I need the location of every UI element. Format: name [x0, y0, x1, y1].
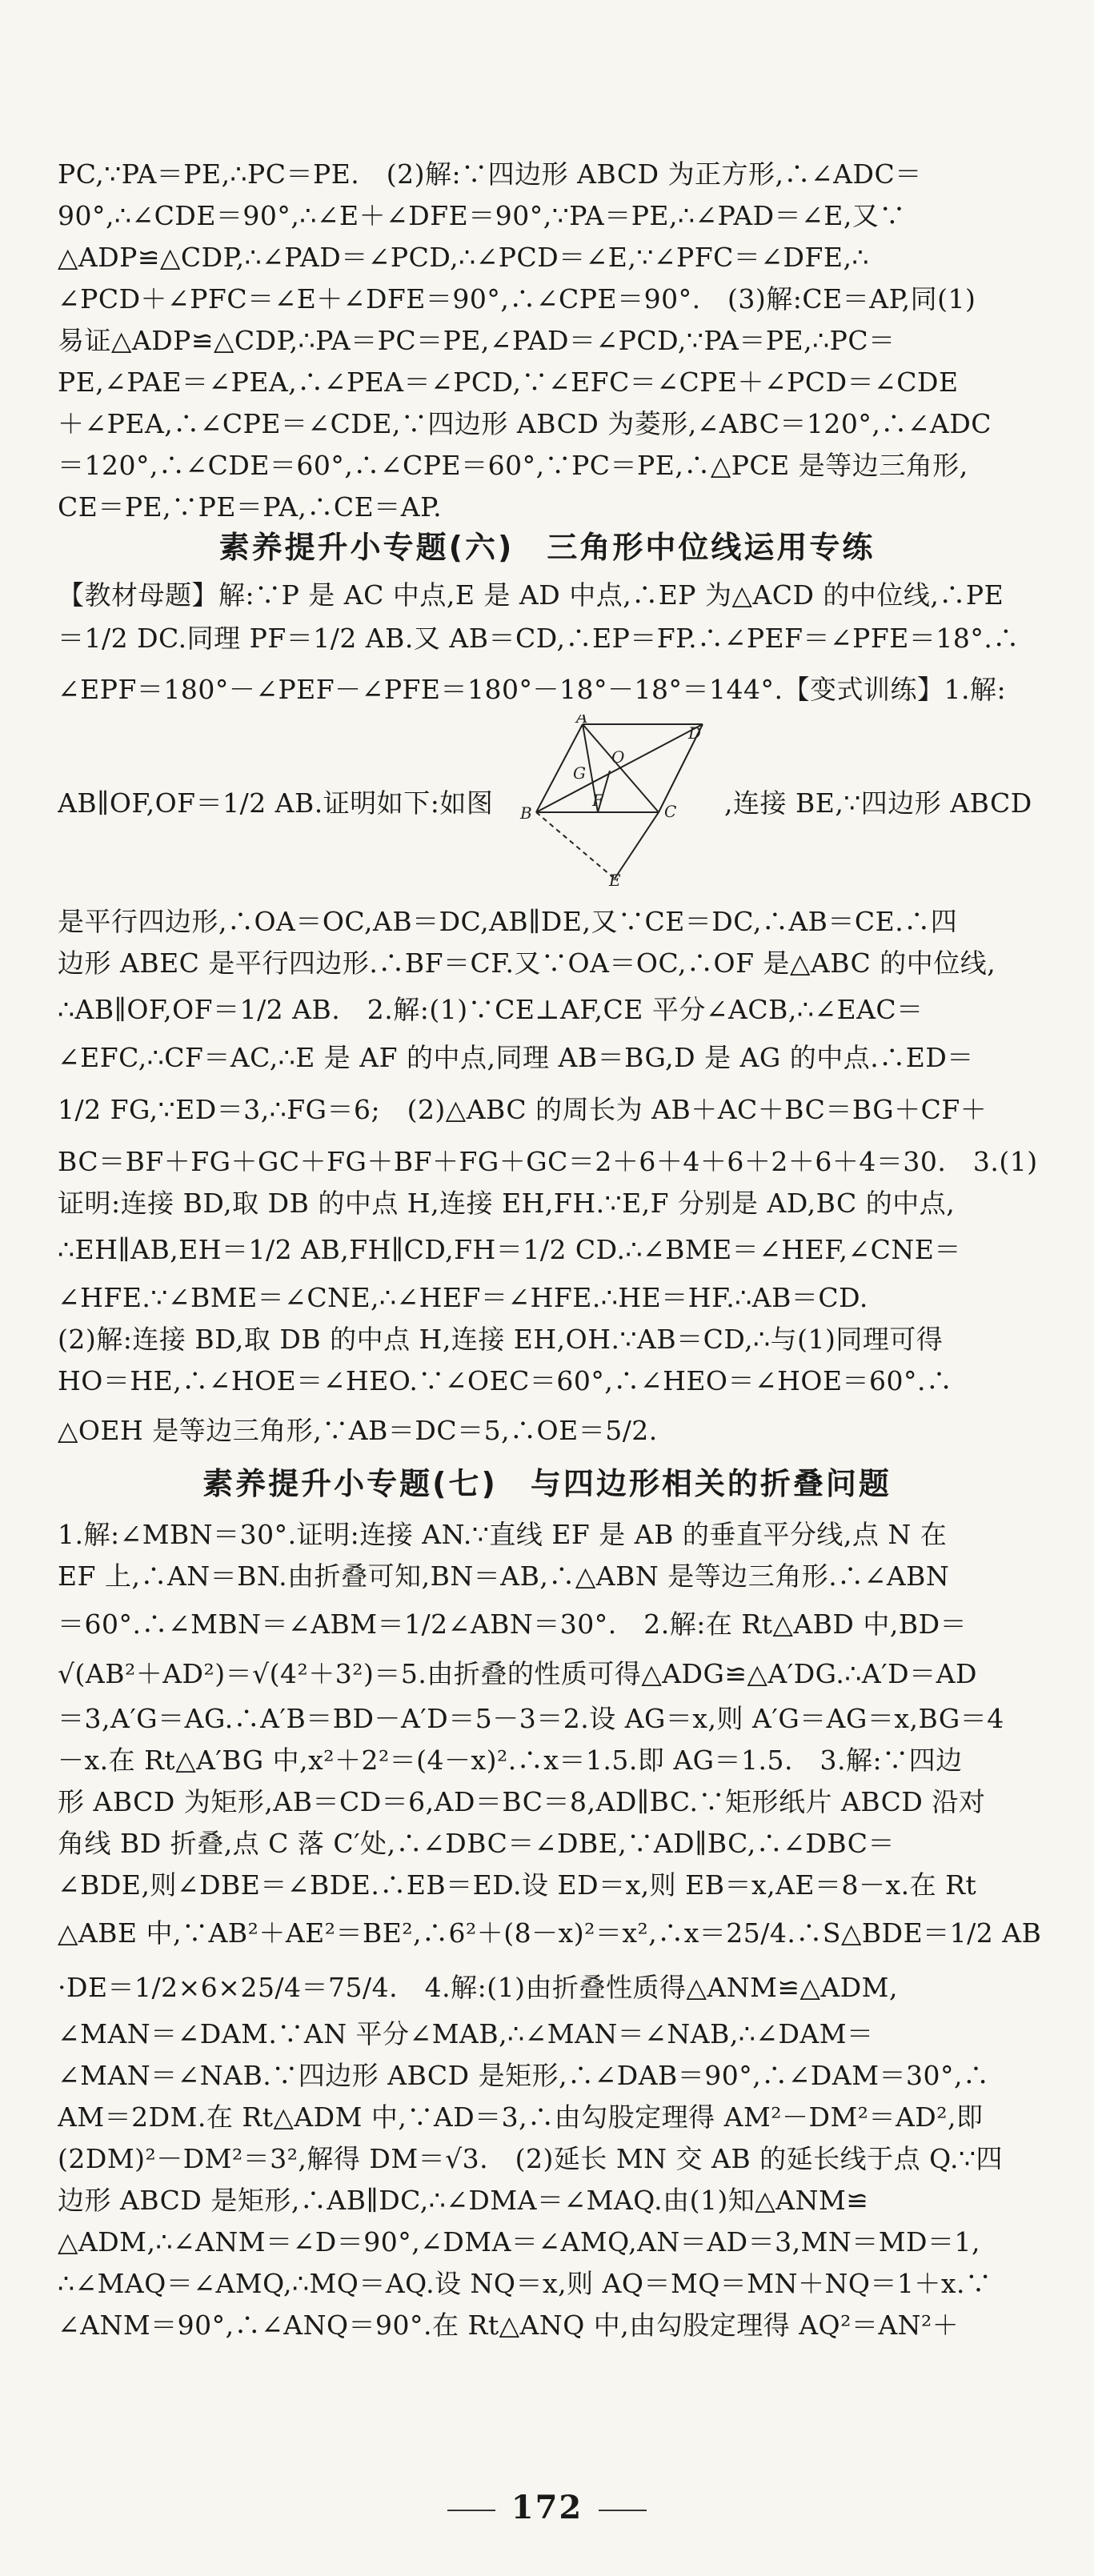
page-number-text: 172	[511, 2489, 583, 2526]
point-label: O	[611, 747, 625, 767]
text-line: 1.解:∠MBN＝30°.证明:连接 AN.∵直线 EF 是 AB 的垂直平分线,点 N 在	[58, 1519, 948, 1550]
text-line: 形 ABCD 为矩形,AB＝CD＝6,AD＝BC＝8,AD∥BC.∵矩形纸片 ABCD 沿对	[58, 1786, 986, 1817]
text-line: CE＝PE,∵PE＝PA,∴CE＝AP.	[58, 491, 443, 523]
point-label: A	[576, 715, 588, 727]
text-line: －x.在 Rt△A′BG 中,x²＋2²＝(4－x)².∴x＝1.5.即 AG＝1.5. 3.解:∵四边	[58, 1745, 963, 1776]
text-line: 【教材母题】解:∵P 是 AC 中点,E 是 AD 中点,∴EP 为△ACD 的中位线,∴PE	[58, 579, 1004, 611]
point-label: C	[664, 802, 677, 821]
text-line: 边形 ABCD 是矩形,∴AB∥DC,∴∠DMA＝∠MAQ.由(1)知△ANM≌	[58, 2185, 869, 2216]
text-line: ∠PCD＋∠PFC＝∠E＋∠DFE＝90°,∴∠CPE＝90°. (3)解:CE＝AP,同(1)	[58, 283, 976, 314]
text-line: ∴EH∥AB,EH＝1/2 AB,FH∥CD,FH＝1/2 CD.∴∠BME＝∠HEF,∠CNE＝	[58, 1234, 961, 1265]
point-label: B	[520, 803, 532, 823]
text-line: PE,∠PAE＝∠PEA,∴∠PEA＝∠PCD,∵∠EFC＝∠CPE＋∠PCD＝∠CDE	[58, 367, 959, 398]
text-line: ∠HFE.∵∠BME＝∠CNE,∴∠HEF＝∠HFE.∴HE＝HF.∴AB＝CD.	[58, 1282, 868, 1313]
text-line: EF 上,∴AN＝BN.由折叠可知,BN＝AB,∴△ABN 是等边三角形.∴∠ABN	[58, 1560, 950, 1592]
text-line: HO＝HE,∴∠HOE＝∠HEO.∵∠OEC＝60°,∴∠HEO＝∠HOE＝60°.∴	[58, 1365, 953, 1396]
text-line: △ADP≌△CDP,∴∠PAD＝∠PCD,∴∠PCD＝∠E,∵∠PFC＝∠DFE,∴	[58, 242, 869, 273]
text-line: (2DM)²－DM²＝3²,解得 DM＝√3. (2)延长 MN 交 AB 的延长线于点 Q.∵四	[58, 2143, 1003, 2174]
text-line: ·DE＝1/2×6×25/4＝75/4. 4.解:(1)由折叠性质得△ANM≌△ADM,	[58, 1972, 898, 2003]
text-line: 证明:连接 BD,取 DB 的中点 H,连接 EH,FH.∵E,F 分别是 AD,BC 的中点,	[58, 1188, 956, 1219]
point-label: D	[688, 723, 702, 743]
text-line: 角线 BD 折叠,点 C 落 C′处,∴∠DBC＝∠DBE,∵AD∥BC,∴∠DBC＝	[58, 1828, 895, 1859]
text-line: ∠MAN＝∠DAM.∵AN 平分∠MAB,∴∠MAN＝∠NAB,∴∠DAM＝	[58, 2018, 874, 2049]
text-line: △ADM,∴∠ANM＝∠D＝90°,∠DMA＝∠AMQ,AN＝AD＝3,MN＝MD＝1,	[58, 2226, 980, 2258]
text-line: ∠BDE,则∠DBE＝∠BDE.∴EB＝ED.设 ED＝x,则 EB＝x,AE＝8－x.在 Rt	[58, 1869, 977, 1901]
text-line: PC,∵PA＝PE,∴PC＝PE. (2)解:∵四边形 ABCD 为正方形,∴∠ADC＝	[58, 158, 922, 190]
text-line: AM＝2DM.在 Rt△ADM 中,∵AD＝3,∴由勾股定理得 AM²－DM²＝AD²,即	[58, 2101, 984, 2133]
parallelogram-figure	[519, 715, 707, 889]
point-label: G	[573, 763, 586, 783]
text-line: BC＝BF＋FG＋GC＋FG＋BF＋FG＋GC＝2＋6＋4＋6＋2＋6＋4＝30. 3.(1)	[58, 1146, 1038, 1177]
text-line: ∠MAN＝∠NAB.∵四边形 ABCD 是矩形,∴∠DAB＝90°,∴∠DAM＝30°,∴	[58, 2060, 990, 2091]
text-line: △ABE 中,∵AB²＋AE²＝BE²,∴6²＋(8－x)²＝x²,∴x＝25/4.∴S△BDE＝1/2 AB	[58, 1917, 1042, 1949]
text-line: 1/2 FG,∵ED＝3,∴FG＝6; (2)△ABC 的周长为 AB＋AC＋BC＝BG＋CF＋	[58, 1094, 988, 1125]
text-line: 是平行四边形,∴OA＝OC,AB＝DC,AB∥DE,又∵CE＝DC,∴AB＝CE.∴四	[58, 906, 958, 937]
text-line: ＝120°,∴∠CDE＝60°,∴∠CPE＝60°,∵PC＝PE,∴△PCE 是等边三角形,	[58, 450, 968, 481]
text-line: ∠ANM＝90°,∴∠ANQ＝90°.在 Rt△ANQ 中,由勾股定理得 AQ²＝AN²＋	[58, 2310, 960, 2341]
text-line: ∠EPF＝180°－∠PEF－∠PFE＝180°－18°－18°＝144°.【变式训练】1.解:	[58, 674, 1007, 705]
point-label: F	[592, 791, 603, 810]
section-title: 素养提升小专题(七) 与四边形相关的折叠问题	[202, 1466, 892, 1501]
text-line: ∴∠MAQ＝∠AMQ,∴MQ＝AQ.设 NQ＝x,则 AQ＝MQ＝MN＋NQ＝1＋x.∵	[58, 2268, 992, 2299]
text-line: 易证△ADP≌△CDP,∴PA＝PC＝PE,∠PAD＝∠PCD,∵PA＝PE,∴PC＝	[58, 325, 896, 356]
page-number	[0, 2489, 1094, 2526]
point-label: E	[609, 871, 621, 889]
text-line: ＝60°.∴∠MBN＝∠ABM＝1/2∠ABN＝30°. 2.解:在 Rt△ABD 中,BD＝	[58, 1608, 968, 1640]
text-line: ∴AB∥OF,OF＝1/2 AB. 2.解:(1)∵CE⊥AF,CE 平分∠ACB,∴∠EAC＝	[58, 994, 924, 1025]
text-line: 边形 ABEC 是平行四边形.∴BF＝CF.又∵OA＝OC,∴OF 是△ABC 的中位线,	[58, 947, 996, 979]
text-line: (2)解:连接 BD,取 DB 的中点 H,连接 EH,OH.∵AB＝CD,∴与(1)同理可得	[58, 1324, 944, 1355]
text-line: ,连接 BE,∵四边形 ABCD	[724, 787, 1032, 819]
text-line: ＋∠PEA,∴∠CPE＝∠CDE,∵四边形 ABCD 为菱形,∠ABC＝120°,∴∠ADC	[58, 408, 992, 439]
text-line: △OEH 是等边三角形,∵AB＝DC＝5,∴OE＝5/2.	[58, 1415, 658, 1446]
text-line: ＝3,A′G＝AG.∴A′B＝BD－A′D＝5－3＝2.设 AG＝x,则 A′G＝AG＝x,BG＝4	[58, 1703, 1004, 1734]
text-line: AB∥OF,OF＝1/2 AB.证明如下:如图	[58, 787, 494, 819]
divider	[447, 2510, 495, 2511]
text-line: 90°,∴∠CDE＝90°,∴∠E＋∠DFE＝90°,∵PA＝PE,∴∠PAD＝∠E,又∵	[58, 200, 906, 231]
text-line: ∠EFC,∴CF＝AC,∴E 是 AF 的中点,同理 AB＝BG,D 是 AG 的中点.∴ED＝	[58, 1042, 974, 1073]
section-title: 素养提升小专题(六) 三角形中位线运用专练	[218, 530, 876, 565]
text-line: √(AB²＋AD²)＝√(4²＋3²)＝5.由折叠的性质可得△ADG≌△A′DG.∴A′D＝AD	[58, 1658, 977, 1689]
text-line: ＝1/2 DC.同理 PF＝1/2 AB.又 AB＝CD,∴EP＝FP.∴∠PEF＝∠PFE＝18°.∴	[58, 623, 1020, 654]
divider	[599, 2510, 647, 2511]
